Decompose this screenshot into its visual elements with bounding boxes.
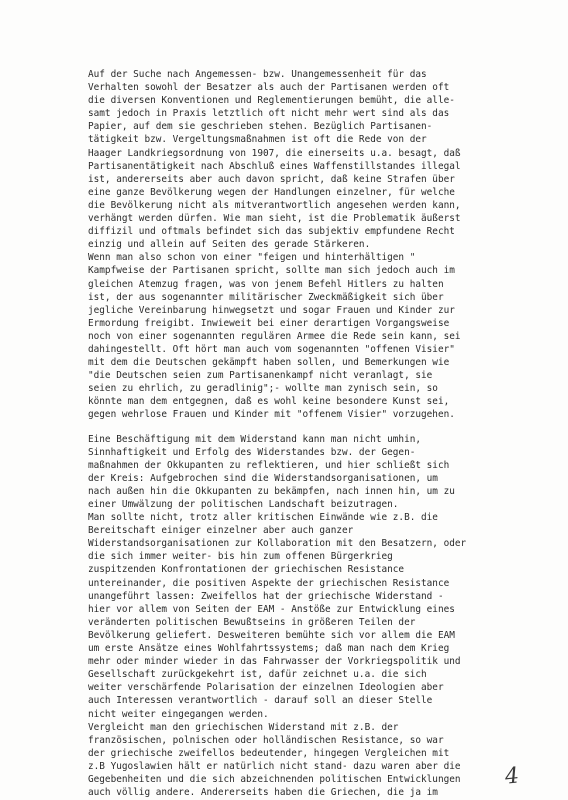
text-line: "die Deutschen seien zum Partisanenkampf nicht veranlagt, sie (88, 370, 433, 382)
text-line: untereinander, die positiven Aspekte der griechischen Resistance (88, 577, 450, 589)
text-line: ist, der aus sogenannter militärischer Zweckmäßigkeit sich über (88, 291, 444, 303)
paragraph-1 (88, 68, 528, 422)
text-line: unangeführt lassen: Zweifellos hat der griechische Widerstand - (88, 590, 444, 602)
text-line: Gegebenheiten und die sich abzeichnenden politischen Entwicklungen (88, 773, 461, 785)
text-line: dahingestellt. Oft hört man auch vom sogenannten "offenen Visier" (88, 343, 455, 355)
paragraph-2 (88, 433, 528, 800)
handwritten-page-number: 4 (503, 763, 521, 790)
text-line: einer Umwälzung der politischen Landschaft beizutragen. (88, 499, 399, 510)
text-line: Wenn man also schon von einer "feigen und hinterhältigen " (88, 252, 416, 264)
text-line: samt jedoch in Praxis letztlich oft nicht mehr wert sind als das (88, 108, 450, 120)
text-line: Verhalten sowohl der Besatzer als auch der Partisanen werden oft (88, 82, 450, 94)
text-line: Vergleicht man den griechischen Widerstand mit z.B. der (88, 721, 399, 733)
text-line: Bevölkerung geliefert. Desweiteren bemühte sich vor allem die EAM (88, 629, 455, 641)
text-line: Sinnhaftigkeit und Erfolg des Widerstandes bzw. der Gegen- (88, 446, 416, 458)
text-line: mit dem die Deutschen gekämpft haben sollen, und Bemerkungen wie (88, 357, 450, 369)
text-line: verhängt werden dürfen. Wie man sieht, ist die Problematik äußerst (88, 213, 461, 225)
text-line: Kampfweise der Partisanen spricht, sollte man sich jedoch auch im (88, 265, 455, 277)
document-body (88, 68, 528, 799)
text-line: mehr oder minder wieder in das Fahrwasser der Vorkriegspolitik und (88, 656, 461, 668)
text-line: diffizil und oftmals befindet sich das subjektiv empfundene Recht (88, 226, 455, 238)
text-line: um erste Ansätze eines Wohlfahrtssystems; daß man nach dem Krieg (88, 643, 450, 655)
text-line: z.B Yugoslawien hält er natürlich nicht stand- dazu waren aber die (88, 760, 461, 772)
text-line: Man sollte nicht, trotz aller kritischen Einwände wie z.B. die (88, 512, 438, 524)
text-line: ist, andererseits aber auch davon spricht, daß keine Strafen über (88, 173, 455, 185)
text-line: Gesellschaft zurückgekehrt ist, dafür zeichnet u.a. die sich (88, 669, 427, 681)
text-line: eine ganze Bevölkerung wegen der Handlungen einzelner, für welche (88, 186, 455, 198)
text-line: die Bevölkerung nicht als mitverantwortlich angesehen werden kann, (88, 199, 461, 211)
text-line: Haager Landkriegsordnung von 1907, die einerseits u.a. besagt, daß (88, 147, 461, 159)
text-line: maßnahmen der Okkupanten zu reflektieren, und hier schließt sich (88, 459, 450, 471)
text-line: französischen, polnischen oder holländischen Resistance, so war (88, 734, 444, 746)
text-line: nach außen hin die Okkupanten zu bekämpfen, nach innen hin, um zu (88, 485, 455, 497)
text-line: Papier, auf dem sie geschrieben stehen. Bezüglich Partisanen- (88, 121, 433, 133)
text-line: Bereitschaft einiger einzelner aber auch ganzer (88, 525, 354, 537)
text-line: der Kreis: Aufgebrochen sind die Widerstandsorganisationen, um (88, 472, 438, 484)
text-line: Widerstandsorganisationen zur Kollaboration mit den Besatzern, oder (88, 538, 467, 550)
text-line: Partisanentätigkeit nach Abschluß eines Waffenstillstandes illegal (88, 160, 461, 172)
text-line: tätigkeit bzw. Vergeltungsmaßnahmen ist oft die Rede von der (88, 134, 427, 146)
text-line: gegen wehrlose Frauen und Kinder mit "offenem Visier" vorzugehen. (88, 409, 455, 421)
text-line: auch Interessen verantwortlich - darauf soll an dieser Stelle (88, 695, 433, 707)
text-line: die sich immer weiter- bis hin zum offenen Bürgerkrieg (88, 551, 393, 563)
text-line: jegliche Vereinbarung hinwegsetzt und sogar Frauen und Kinder zur (88, 304, 455, 316)
text-line: könnte man dem entgegnen, daß es wohl keine besondere Kunst sei, (88, 396, 450, 408)
text-line: Auf der Suche nach Angemessen- bzw. Unangemessenheit für das (88, 69, 427, 80)
text-line: auch völlig andere. Andererseits haben die Griechen, die ja im (88, 787, 438, 799)
text-line: Ermordung freigibt. Inwieweit bei einer derartigen Vorgangsweise (88, 317, 450, 329)
text-line: gleichen Atemzug fragen, was von jenem Befehl Hitlers zu halten (88, 278, 444, 290)
text-line: weiter verschärfende Polarisation der einzelnen Ideologien aber (88, 682, 444, 694)
text-line: der griechische zweifellos bedeutender, hingegen Vergleichen mit (88, 747, 450, 759)
text-line: einzig und allein auf Seiten des gerade Stärkeren. (88, 239, 371, 251)
text-line: Eine Beschäftigung mit dem Widerstand kann man nicht umhin, (88, 433, 422, 445)
text-line: noch von einer sogenannten regulären Armee die Rede sein kann, sei (88, 330, 461, 342)
text-line: veränderten politischen Bewußtseins in größeren Teilen der (88, 616, 416, 628)
text-line: zuspitzenden Konfrontationen der griechischen Resistance (88, 564, 405, 576)
text-line: nicht weiter eingegangen werden. (88, 708, 269, 720)
text-line: die diversen Konventionen und Reglementierungen bemüht, die alle- (88, 95, 455, 107)
paragraph-gap (88, 422, 528, 433)
text-line: hier vor allem von Seiten der EAM - Anstöße zur Entwicklung eines (88, 603, 455, 615)
text-line: seien zu ehrlich, zu geradlinig";- wollte man zynisch sein, so (88, 383, 438, 395)
